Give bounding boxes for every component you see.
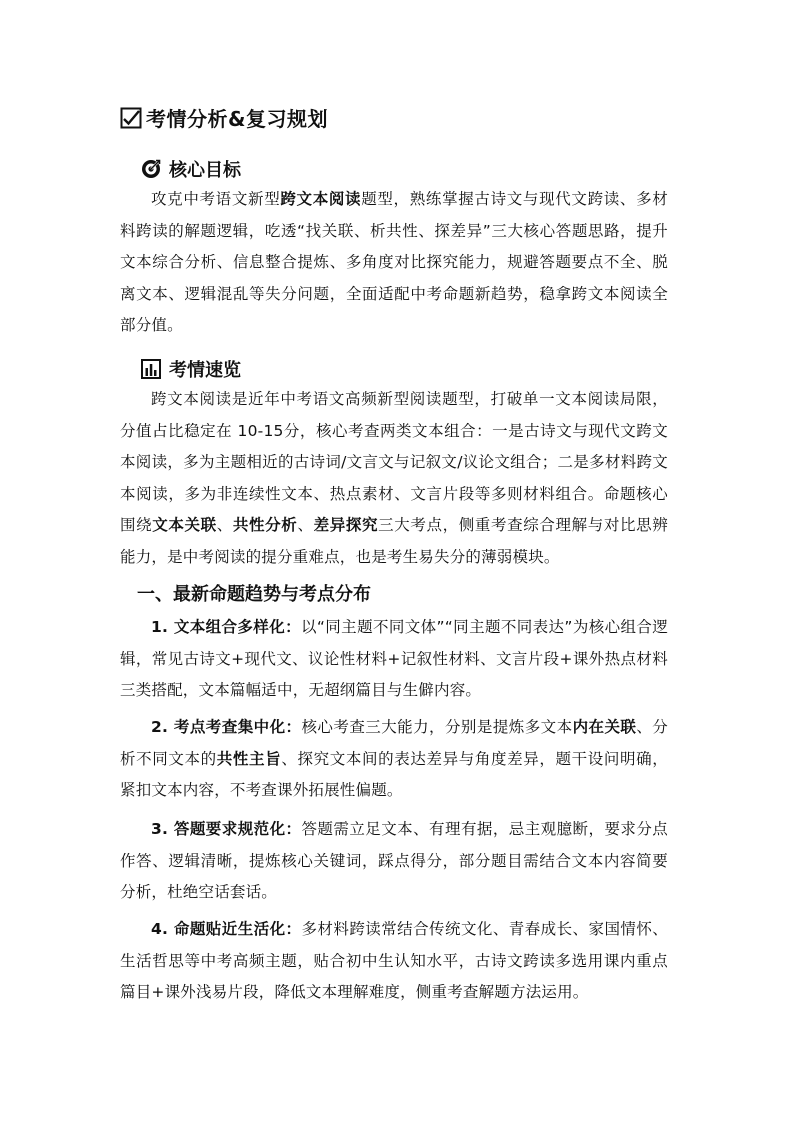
checkbox-check-icon xyxy=(120,107,142,129)
text-run-bold: 内在关联 xyxy=(572,718,637,736)
bar-chart-icon xyxy=(141,359,161,379)
text-run-bold: 差异探究 xyxy=(313,516,379,535)
text-run-bold: 文本关联 xyxy=(152,516,217,535)
overview-heading xyxy=(141,356,241,382)
text-run: 跨文本阅读是近年中考语文高频新型阅读题型，打破单一文本阅读局限，分值占比稳定在 10-15分，核心考查两类文本组合：一是古诗文与现代文跨文本阅读，多为主题相近的古诗词/文言文与记叙文/议论文组合；二是多材料跨文本阅读，多为非连续性文本、热点素材、文言片段等多则材料组合。命题核心围绕 xyxy=(120,390,668,535)
trend-item-1 xyxy=(120,612,668,707)
trend-item-2 xyxy=(120,712,668,807)
text-run: 攻克中考语文新型 xyxy=(151,190,281,208)
page-title-text: 考情分析&复习规划 xyxy=(146,107,328,131)
text-run: 、分析不同文本的 xyxy=(120,718,668,768)
text-run: 多材料跨读常结合传统文化、青春成长、家国情怀、生活哲思等中考高频主题，贴合初中生认知水平，古诗文跨读多选用课内重点篇目+课外浅易片段，降低文本理解难度，侧重考查解题方法运用。 xyxy=(120,920,668,1002)
text-run: 、 xyxy=(216,516,233,535)
text-run-bold: 跨文本阅读 xyxy=(280,190,362,208)
text-run: 、探究文本间的表达差异与角度差异，题干设问明确，紧扣文本内容，不考查课外拓展性偏题。 xyxy=(120,749,668,800)
text-run-bold: 共性分析 xyxy=(232,516,298,535)
core-goal-heading-text: 核心目标 xyxy=(169,160,241,181)
page-title xyxy=(120,103,328,132)
core-goal-paragraph xyxy=(120,184,668,342)
core-goal-heading xyxy=(141,156,241,182)
text-run: 、 xyxy=(297,516,314,535)
item-lead: 3. 答题要求规范化： xyxy=(151,820,302,838)
text-run: 以“同主题不同文体”“同主题不同表达”为核心组合逻辑，常见古诗文+现代文、议论性材料+记叙性材料、文言片段+课外热点材料三类搭配，文本篇幅适中，无超纲篇目与生僻内容。 xyxy=(120,618,668,700)
trend-item-3 xyxy=(120,814,668,909)
overview-paragraph xyxy=(120,384,668,574)
section1-heading: 一、最新命题趋势与考点分布 xyxy=(137,584,371,605)
item-lead: 1. 文本组合多样化： xyxy=(151,618,301,636)
text-run: 三大考点，侧重考查综合理解与对比思辨能力，是中考阅读的提分重难点，也是考生易失分的薄弱模块。 xyxy=(120,516,668,566)
target-icon xyxy=(141,159,161,179)
text-run-bold: 共性主旨 xyxy=(216,749,282,768)
trend-item-4 xyxy=(120,914,668,1009)
item-lead: 2. 考点考查集中化： xyxy=(151,718,302,736)
text-run: 题型，熟练掌握古诗文与现代文跨读、多材料跨读的解题逻辑，吃透“找关联、析共性、探差异”三大核心答题思路，提升文本综合分析、信息整合提炼、多角度对比探究能力，规避答题要点不全、脱离文本、逻辑混乱等失分问题，全面适配中考命题新趋势，稳拿跨文本阅读全部分值。 xyxy=(120,190,668,335)
text-run: 核心考查三大能力，分别是提炼多文本 xyxy=(301,718,573,736)
overview-heading-text: 考情速览 xyxy=(169,360,241,381)
item-lead: 4. 命题贴近生活化： xyxy=(151,920,302,938)
text-run: 答题需立足文本、有理有据，忌主观臆断，要求分点作答、逻辑清晰，提炼核心关键词，踩点得分，部分题目需结合文本内容简要分析，杜绝空话套话。 xyxy=(120,820,668,902)
